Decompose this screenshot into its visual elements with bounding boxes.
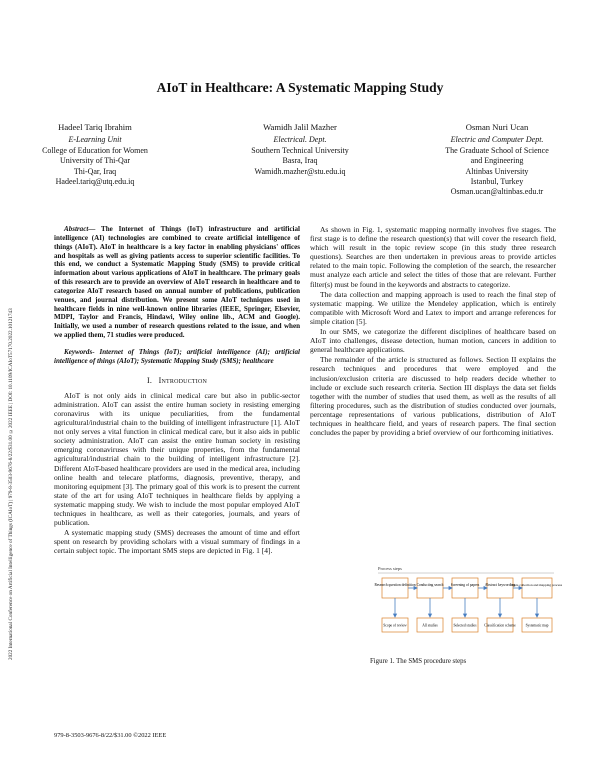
process-diagram xyxy=(374,564,563,656)
abstract-lead: Abstract xyxy=(64,225,89,233)
bottom-row xyxy=(382,618,552,632)
author-name: Osman Nuri Ucan xyxy=(465,122,529,132)
paragraph: In our SMS, we categorize the different disciplines of healthcare based on AIoT into challenges, disease detection, human motion, cancers in addition to general healthcare applications. xyxy=(310,327,556,355)
author-affiliation: E-Learning Unit xyxy=(68,135,122,145)
paragraph: A systematic mapping study (SMS) decreases the amount of time and effort spent on research by providing scholars with a visual summary of findings in a certain subject topic. The important SMS steps are depicted in Fig. 1 [4]. xyxy=(54,528,300,556)
box-label: Conducting search xyxy=(416,583,444,587)
paragraph: AIoT is not only aids in clinical medical care but also in public-sector administration. AIoT can assist the entire human society in resisting emerging coronavirus with its unique peculiarities, from the fundamental agricultural/industrial chain to the building of intelligent infrastructure [1]. AIoT not only serves a vital function in clinical medical care, but it also aids in public society administration. AIoT can assist the entire human society in resisting emerging coronaviruses with their unique properties, from the fundamental agricultural/industrial chain to the building of intelligent infrastructure [2]. Different AIoT-based healthcare providers are used in the medical area, including online health and telecare platforms, diagnosis, preventive, therapy, and monitoring equipment [3]. The primary goal of this work is to present the current state of the art for using AIoT techniques in healthcare fields by applying a systematic mapping study. We wish to include the most popular employed AIoT techniques in healthcare, as well as their categories, journals, and years of publication. xyxy=(54,390,300,528)
author-block-1 xyxy=(20,122,170,187)
abstract-text: — The Internet of Things (IoT) infrastructure and artificial intelligence (AI) technologies are combined to create artificial intelligence of things (AIoT). AIoT in healthcare is a key factor in enabling physicians' offices and hospitals as well as giving patients access to superior scientific facilities. To this end, we conduct a Systematic Mapping Study (SMS) to provide critical information about various applications of AIoT in healthcare. The primary goals of this research are to provide an overview of AIoT research in healthcare and to categorize AIoT research based on annual number of publications, publication venues, and journal distribution. We present some AIoT techniques used in healthcare fields in nine well-known online libraries (IEEE, Springer, Elsevier, MDPI, Taylor and Francis, Hindawi, Wiley online lib., ACM and Google). Initially, we used a number of research questions related to the issue, and when we applied them, 71 studies were produced. xyxy=(54,225,300,340)
author-line: The Graduate School of Science xyxy=(445,145,549,155)
vertical-arrows xyxy=(394,598,539,617)
top-row xyxy=(374,578,562,598)
author-affiliation: Electrical. Dept. xyxy=(273,135,327,145)
author-line: Basra, Iraq xyxy=(282,156,318,166)
arrow-head xyxy=(464,614,467,617)
box-label: Data collection and mapping process xyxy=(511,583,563,587)
process-box xyxy=(484,578,516,598)
author-email: Hadeel.tariq@utq.edu.iq xyxy=(55,177,135,187)
right-column xyxy=(310,225,556,438)
paragraph: The data collection and mapping approach is used to reach the final step of systematic mapping. We utilize the Mendeley application, which is entirely compatible with Microsoft Word and Latex to import and arrange references for simple citation [5]. xyxy=(310,289,556,326)
author-line: University of Thi-Qar xyxy=(59,156,131,166)
conference-side-banner: 2022 International Conference on Artificial Intelligence of Things (ICAIoT) | 979-8-3503-9676-8/22/$31.00 ©2022 IEEE | DOI: 10.1109/ICAIoT57170.2022.10121743 xyxy=(8,308,14,660)
section-heading xyxy=(54,376,300,385)
author-email: Osman.ucan@altinbas.edu.tr xyxy=(450,187,544,197)
box-label: Screening of papers xyxy=(450,583,480,587)
author-name: Hadeel Tariq Ibrahim xyxy=(58,122,132,132)
arrow-head xyxy=(499,614,502,617)
copyright-footer: 979-8-3503-9676-8/22/$31.00 ©2022 IEEE xyxy=(54,732,167,739)
author-email: Wamidh.mazher@stu.edu.iq xyxy=(254,166,346,176)
box-label: All studies xyxy=(422,623,438,628)
process-box xyxy=(417,578,443,598)
figure-caption: Figure 1. The SMS procedure steps xyxy=(370,658,467,665)
section-title: Introduction xyxy=(158,375,208,385)
process-box xyxy=(522,578,552,598)
author-line: Altinbas University xyxy=(465,166,529,176)
author-line: Thi-Qar, Iraq xyxy=(73,166,117,176)
paper-title: AIoT in Healthcare: A Systematic Mapping Study xyxy=(156,80,444,95)
arrow-head xyxy=(429,614,432,617)
sms-process-figure xyxy=(374,564,563,656)
left-column xyxy=(54,225,300,556)
keywords: Keywords- Internet of Things (IoT); artificial intelligence (AI); artificial intelligence of things (AIoT); Systematic Mapping Study (SMS); healthcare xyxy=(54,347,300,365)
process-box xyxy=(452,578,478,598)
process-box xyxy=(382,578,408,598)
author-block-2 xyxy=(225,122,375,177)
section-number: I. xyxy=(146,375,153,385)
box-label: Research question definition xyxy=(374,583,416,587)
box-label: Classification scheme xyxy=(484,623,516,628)
author-line: College of Education for Women xyxy=(42,145,148,155)
box-label: Scope of review xyxy=(383,623,407,628)
author-line: and Engineering xyxy=(470,156,524,166)
paragraph: The remainder of the article is structured as follows. Section II explains the research techniques and procedures that were employed and the inclusion/exclusion criteria are discussed to help readers decide whether to include or exclude such research criteria. Section III displays the data set fields together with the number of studies that used them, as well as the results of all filtering procedures, such as the distribution of studies conducted over journals, percentage representations of various publications, distribution of AIoT techniques in healthcare field, and years of research papers. The final section concludes the paper by providing a brief overview of our forthcoming initiatives. xyxy=(310,355,556,438)
box-label: Selected studies xyxy=(453,623,477,628)
arrow-head xyxy=(536,614,539,617)
box-label: Systematic map xyxy=(525,623,549,628)
author-line: Southern Technical University xyxy=(251,145,349,155)
author-affiliation: Electric and Computer Dept. xyxy=(450,135,544,145)
author-line: Istanbul, Turkey xyxy=(470,177,524,187)
author-name: Wamidh Jalil Mazher xyxy=(263,122,337,132)
paragraph: As shown in Fig. 1, systematic mapping normally involves five stages. The first stage is to define the research question(s) that will cover the research field, which will result in the topic review scope (in this study three research questions). Searches are then undertaken in previous areas to provide articles related to the main topic. Following the completion of the search, the researcher must analyze each article and select the titles of those that are relevant. Further filter(s) must be found in the keywords and abstracts to categorize. xyxy=(310,225,556,289)
box-label: Abstract keywording xyxy=(484,583,516,587)
abstract xyxy=(54,225,300,340)
arrow-head xyxy=(394,614,397,617)
author-block-3 xyxy=(422,122,572,198)
stage-label: Process steps xyxy=(378,566,402,571)
